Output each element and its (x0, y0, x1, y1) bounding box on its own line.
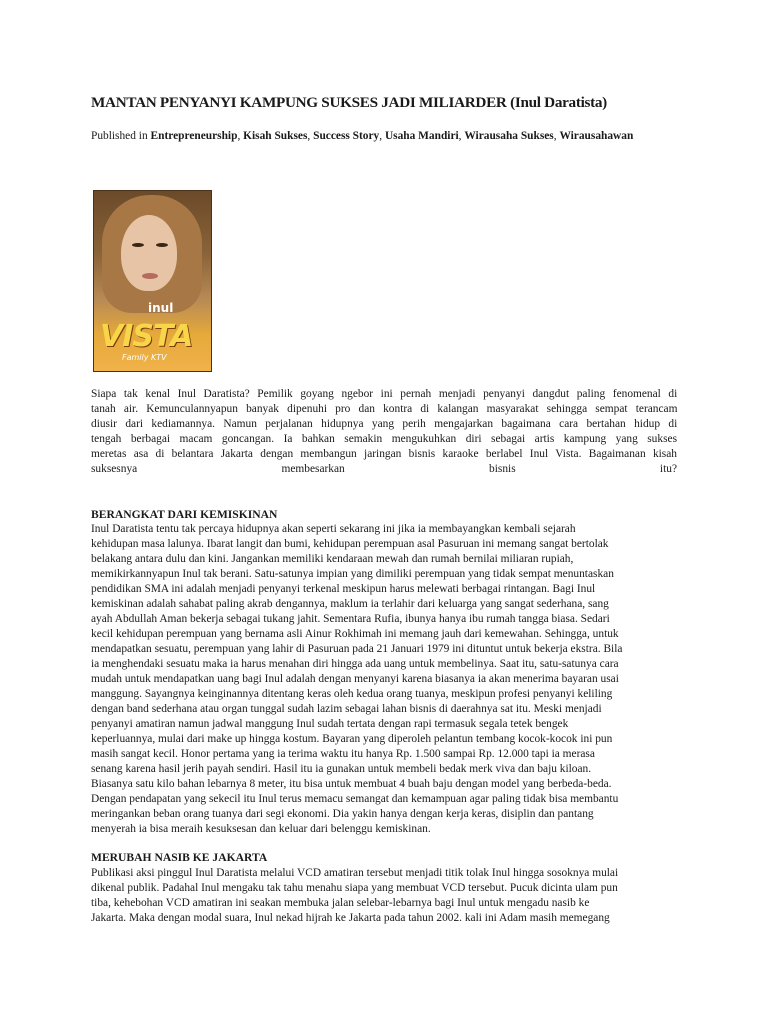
body-line: Publikasi aksi pinggul Inul Daratista melalui VCD amatiran tersebut menjadi titik tolak Inul hingga sosoknya mulai (91, 867, 619, 879)
body-line: Inul Daratista tentu tak percaya hidupnya akan seperti sekarang ini jika ia membayangkan kembali sejarah (91, 523, 576, 535)
body-line: dengan band sederhana atau organ tunggal sudah lazim sebagai lahan bisnis di daerahnya sat itu. Meski menjadi (91, 703, 602, 715)
category-link-wirausaha-sukses[interactable]: Wirausaha Sukses (464, 130, 554, 142)
photo-logo-family-ktv: Family KTV (122, 353, 167, 362)
body-line: kemiskinan adalah sahabat paling akrab dengannya, maklum ia terlahir dari keluarga yang sangat sederhana, sang (91, 598, 609, 610)
body-line: masih sangat kecil. Honor pertama yang ia terima waktu itu hanya Rp. 1.500 sampai Rp. 12.000 tapi ia merasa (91, 748, 595, 760)
body-line: penyanyi amatiran namun jadwal manggung Inul sudah tertata dengan rapi termasuk segala tetek bengek (91, 718, 569, 730)
intro-line: tanah air. Kemunculannyapun banyak dipenuhi pro dan kontra di kalangan masyarakat sehingga sempat terancam (91, 403, 678, 415)
category-link-success-story[interactable]: Success Story (313, 130, 380, 142)
body-line: memikirkannyapun Inul tak berani. Satu-satunya impian yang dimiliki perempuan yang tidak sempat menuntaskan (91, 568, 614, 580)
category-link-kisah-sukses[interactable]: Kisah Sukses (243, 130, 308, 142)
body-line: meringankan beban orang tuanya dari segi ekonomi. Dia yakin hanya dengan kerja keras, disiplin dan pantang (91, 808, 594, 820)
section-body-merubah (91, 866, 677, 926)
body-line: tiba, kehebohan VCD amatiran ini seakan membuka jalan selebar-lebarnya bagi Inul untuk mengadu nasib ke (91, 897, 590, 909)
category-link-wirausahawan[interactable]: Wirausahawan (559, 130, 634, 142)
body-line: Dengan pendapatan yang sekecil itu Inul terus memacu semangat dan kemampuan agar paling tidak bisa membantu (91, 793, 619, 805)
body-line: dikenal publik. Padahal Inul mengaku tak tahu menahu siapa yang membuat VCD tersebut. Pucuk dicinta ulam pun (91, 882, 618, 894)
section-heading-merubah: MERUBAH NASIB KE JAKARTA (91, 851, 268, 864)
body-line: senang karena hasil jerih payah sendiri. Hasil itu ia gunakan untuk membeli bedak merk viva dan baju kiloan. (91, 763, 592, 775)
category-link-usaha-mandiri[interactable]: Usaha Mandiri (384, 130, 459, 142)
body-line: Jakarta. Maka dengan modal suara, Inul nekad hijrah ke Jakarta pada tahun 2002. kali ini Adam masih memegang (91, 912, 610, 924)
intro-line: Siapa tak kenal Inul Daratista? Pemilik goyang ngebor ini pernah menjadi penyanyi dangdut paling fenomenal di (91, 388, 678, 400)
body-line: keperluannya, mulai dari make up hingga kostum. Bayaran yang diperoleh pelantun tembang kocok-kocok ini pun (91, 733, 613, 745)
body-line: pendidikan SMA ini adalah menjadi penyanyi terkenal meskipun harus melewati berbagai rintangan. Bagi Inul (91, 583, 596, 595)
section-body-berangkat (91, 522, 677, 837)
body-line: mudah untuk mendapatkan uang bagi Inul adalah dengan menyanyi karena biasanya ia akan menerima bayaran usai (91, 673, 619, 685)
section-heading-berangkat: BERANGKAT DARI KEMISKINAN (91, 508, 278, 521)
photo-logo-inul: inul (148, 301, 174, 315)
category-link-entrepreneurship[interactable]: Entrepreneurship (150, 130, 238, 142)
published-in-line: Published in Entrepreneurship, Kisah Sukses, Success Story, Usaha Mandiri, Wirausaha Sukses, Wirausahawan (91, 130, 634, 142)
body-line: manggung. Sayangnya keinginannya ditentang keras oleh kedua orang tuanya, meskipun profesi penyanyi keliling (91, 688, 613, 700)
published-prefix: Published in (91, 130, 148, 142)
article-title: MANTAN PENYANYI KAMPUNG SUKSES JADI MILIARDER (Inul Daratista) (91, 94, 607, 111)
intro-line: diusir dari kediamannya. Namun perjalanan hidupnya yang perih mengajarkan bagaimana cara bertahan hidup di (91, 418, 678, 430)
photo-logo-vista: VISTA (100, 319, 193, 354)
body-line: kecil kehidupan perempuan yang bernama asli Ainur Rokhimah ini memang jauh dari kemewahan. Sehingga, untuk (91, 628, 619, 640)
body-line: ia menghendaki sesuatu maka ia harus menahan diri hingga ada uang untuk membelinya. Saat itu, satu-satunya cara (91, 658, 619, 670)
body-line: menyerah ia bisa meraih kesuksesan dan keluar dari belenggu kemiskinan. (91, 823, 431, 835)
body-line: mendapatkan sesuatu, perempuan yang lahir di Pasuruan pada 21 Januari 1979 ini dituntut untuk bekerja ekstra. Bila (91, 643, 623, 655)
intro-paragraph (91, 387, 677, 477)
article-photo (93, 190, 212, 372)
body-line: kehidupan masa lalunya. Ibarat langit dan bumi, kehidupan perempuan asal Pasuruan ini memang sangat bertolak (91, 538, 609, 550)
intro-line: meretas asa di belantara Jakarta dengan membangun jaringan bisnis karaoke berlabel Inul Vista. Bagaimanan kisah (91, 448, 677, 460)
intro-line: suksesnya membesarkan bisnis itu? (91, 463, 677, 475)
body-line: ayah Abdullah Aman bekerja sebagai tukang jahit. Sementara Rufia, ibunya hanya ibu rumah tangga biasa. Sedari (91, 613, 610, 625)
body-line: Biasanya satu kilo bahan lebarnya 8 meter, itu bisa untuk membuat 4 buah baju dengan model yang berbeda-beda. (91, 778, 612, 790)
intro-line: tengah berbagai macam goncangan. Ia bahkan semakin mengukuhkan diri sebagai artis kampung yang sukses (91, 433, 677, 445)
body-line: belakang antara dulu dan kini. Jangankan memiliki kendaraan mewah dan rumah bernilai miliaran rupiah, (91, 553, 574, 565)
